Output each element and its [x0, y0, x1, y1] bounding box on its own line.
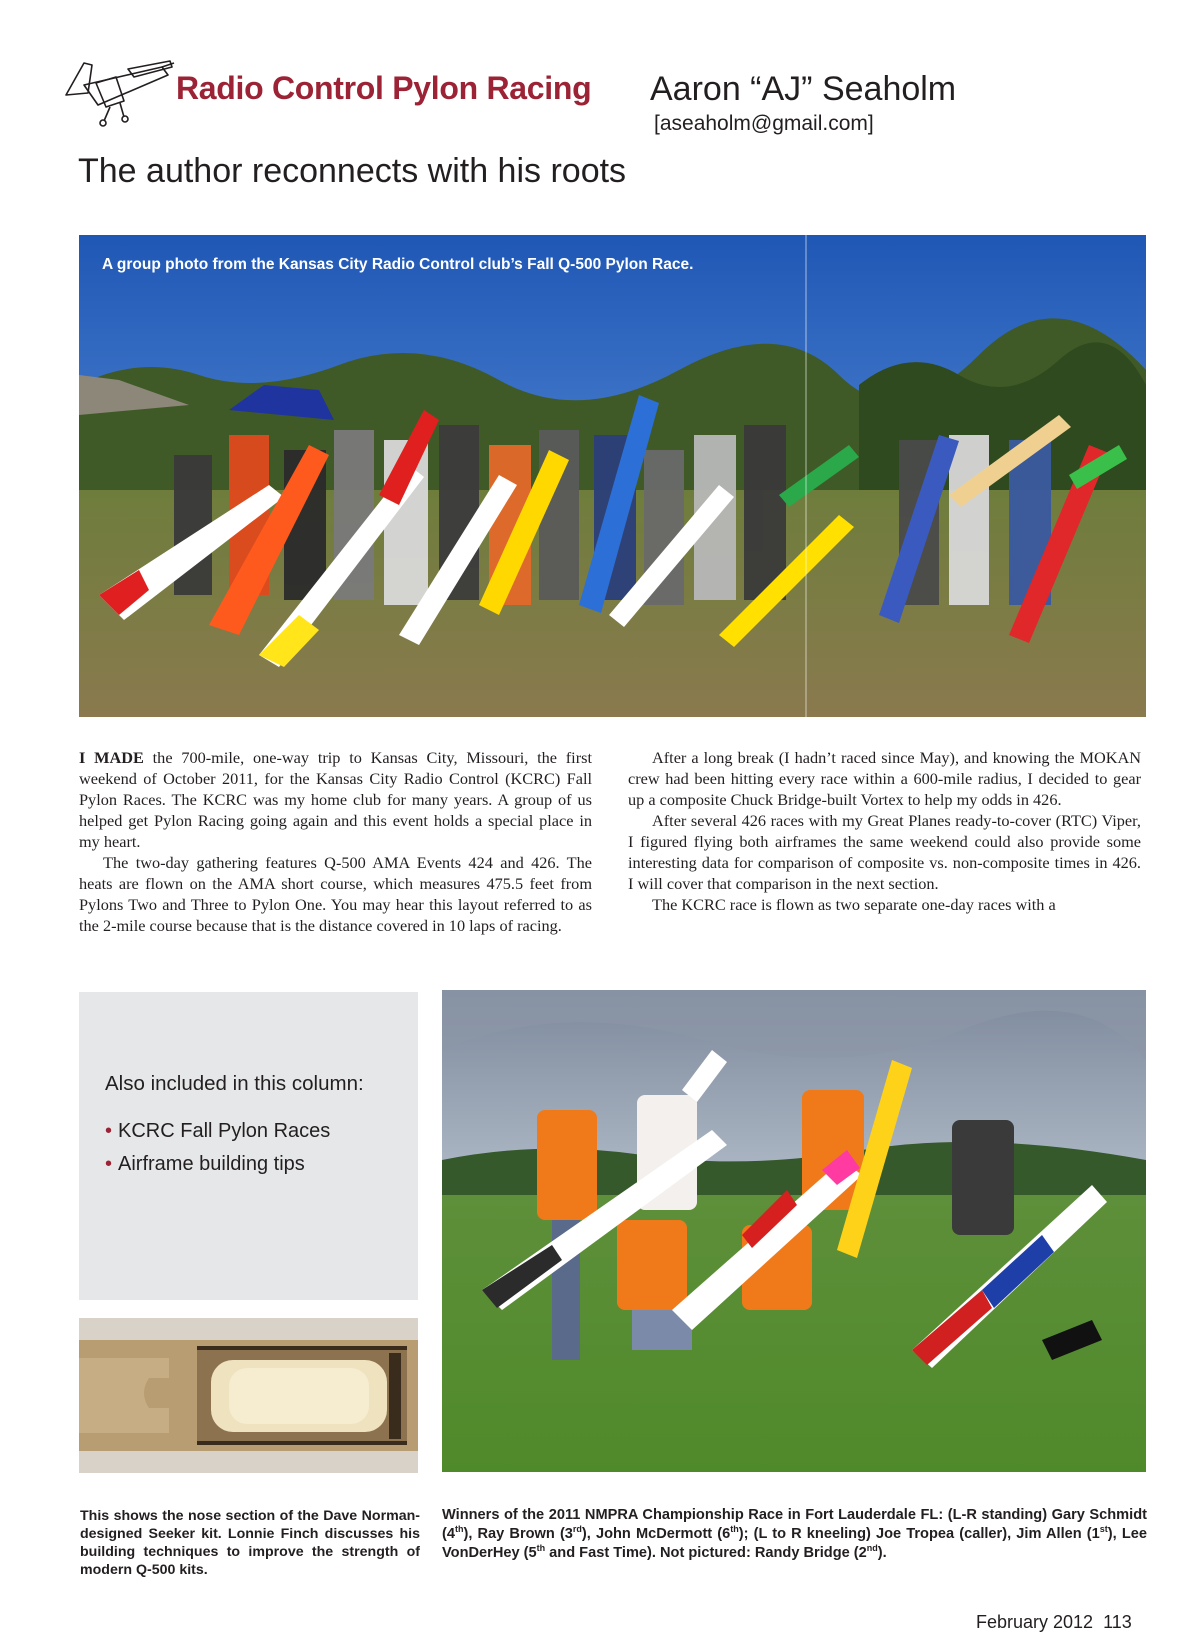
paragraph: The two-day gathering features Q-500 AMA Events 424 and 426. The heats are flown on the AMA short course, which measures 475.5 feet from Pylons Two and Three to Pylon One. You may hear this layout referred to as the 2-mile course because that is the distance covered in 10 laps of racing.: [79, 853, 592, 935]
rc-airplane-icon: [58, 55, 176, 133]
seeker-nose-photo: [79, 1318, 418, 1473]
paragraph-text: the 700-mile, one-way trip to Kansas City, Missouri, the first weekend of October 2011, for the Kansas City Radio Control (KCRC) Fall Pylon Races. The KCRC was my home club for many years. A group of us helped get Pylon Racing going again and this event holds a special place in my heart.: [79, 748, 592, 851]
article-subtitle: The author reconnects with his roots: [78, 152, 627, 190]
group-photo-caption: A group photo from the Kansas City Radio Control club’s Fall Q-500 Pylon Race.: [102, 256, 694, 273]
paragraph: [79, 747, 592, 852]
winners-photo-caption: Winners of the 2011 NMPRA Championship Race in Fort Lauderdale FL: (L-R standing) Gary Schmidt (4th), Ray Brown (3rd), John McDermott (6th); (L to R kneeling) Joe Tropea (caller), Jim Allen (1st), Lee VonDerHey (5th and Fast Time). Not pictured: Randy Bridge (2nd).: [442, 1507, 1147, 1561]
paragraph: After several 426 races with my Great Planes ready-to-cover (RTC) Viper, I figured flying both airframes the same weekend could also provide some interesting data for comparison of composite vs. non-composite times in 426. I will cover that comparison in the next section.: [628, 811, 1141, 893]
department-title: Radio Control Pylon Racing: [176, 70, 592, 106]
sidebar-heading: Also included in this column:: [105, 1072, 364, 1095]
page-number: 113: [1103, 1612, 1132, 1632]
article-column-left: [79, 747, 592, 936]
group-photo: [79, 235, 1146, 717]
bullet-icon: •: [105, 1120, 113, 1142]
seeker-photo-caption: This shows the nose section of the Dave Norman-designed Seeker kit. Lonnie Finch discusses his building techniques to improve the strength of modern Q-500 kits.: [80, 1508, 420, 1578]
sidebar-item-label: KCRC Fall Pylon Races: [118, 1120, 331, 1142]
article-column-right: [628, 747, 1141, 915]
sidebar-item-label: Airframe building tips: [118, 1153, 305, 1175]
sidebar-item: [105, 1153, 330, 1176]
paragraph: The KCRC race is flown as two separate one-day races with a: [652, 895, 1056, 914]
bullet-icon: •: [105, 1153, 113, 1175]
author-name: Aaron “AJ” Seaholm: [650, 70, 957, 108]
issue-date: February 2012: [976, 1612, 1094, 1632]
author-email: [aseaholm@gmail.com]: [654, 112, 874, 135]
sidebar-item: [105, 1120, 330, 1143]
page-footer: [976, 1612, 1132, 1633]
winners-photo: [442, 990, 1146, 1472]
lead-in: I MADE: [79, 748, 144, 767]
column-contents-box: [79, 992, 418, 1300]
paragraph: After a long break (I hadn’t raced since May), and knowing the MOKAN crew had been hitting every race within a 600-mile radius, I decided to gear up a composite Chuck Bridge-built Vortex to help my odds in 426.: [628, 748, 1141, 809]
sidebar-list: [105, 1120, 330, 1186]
